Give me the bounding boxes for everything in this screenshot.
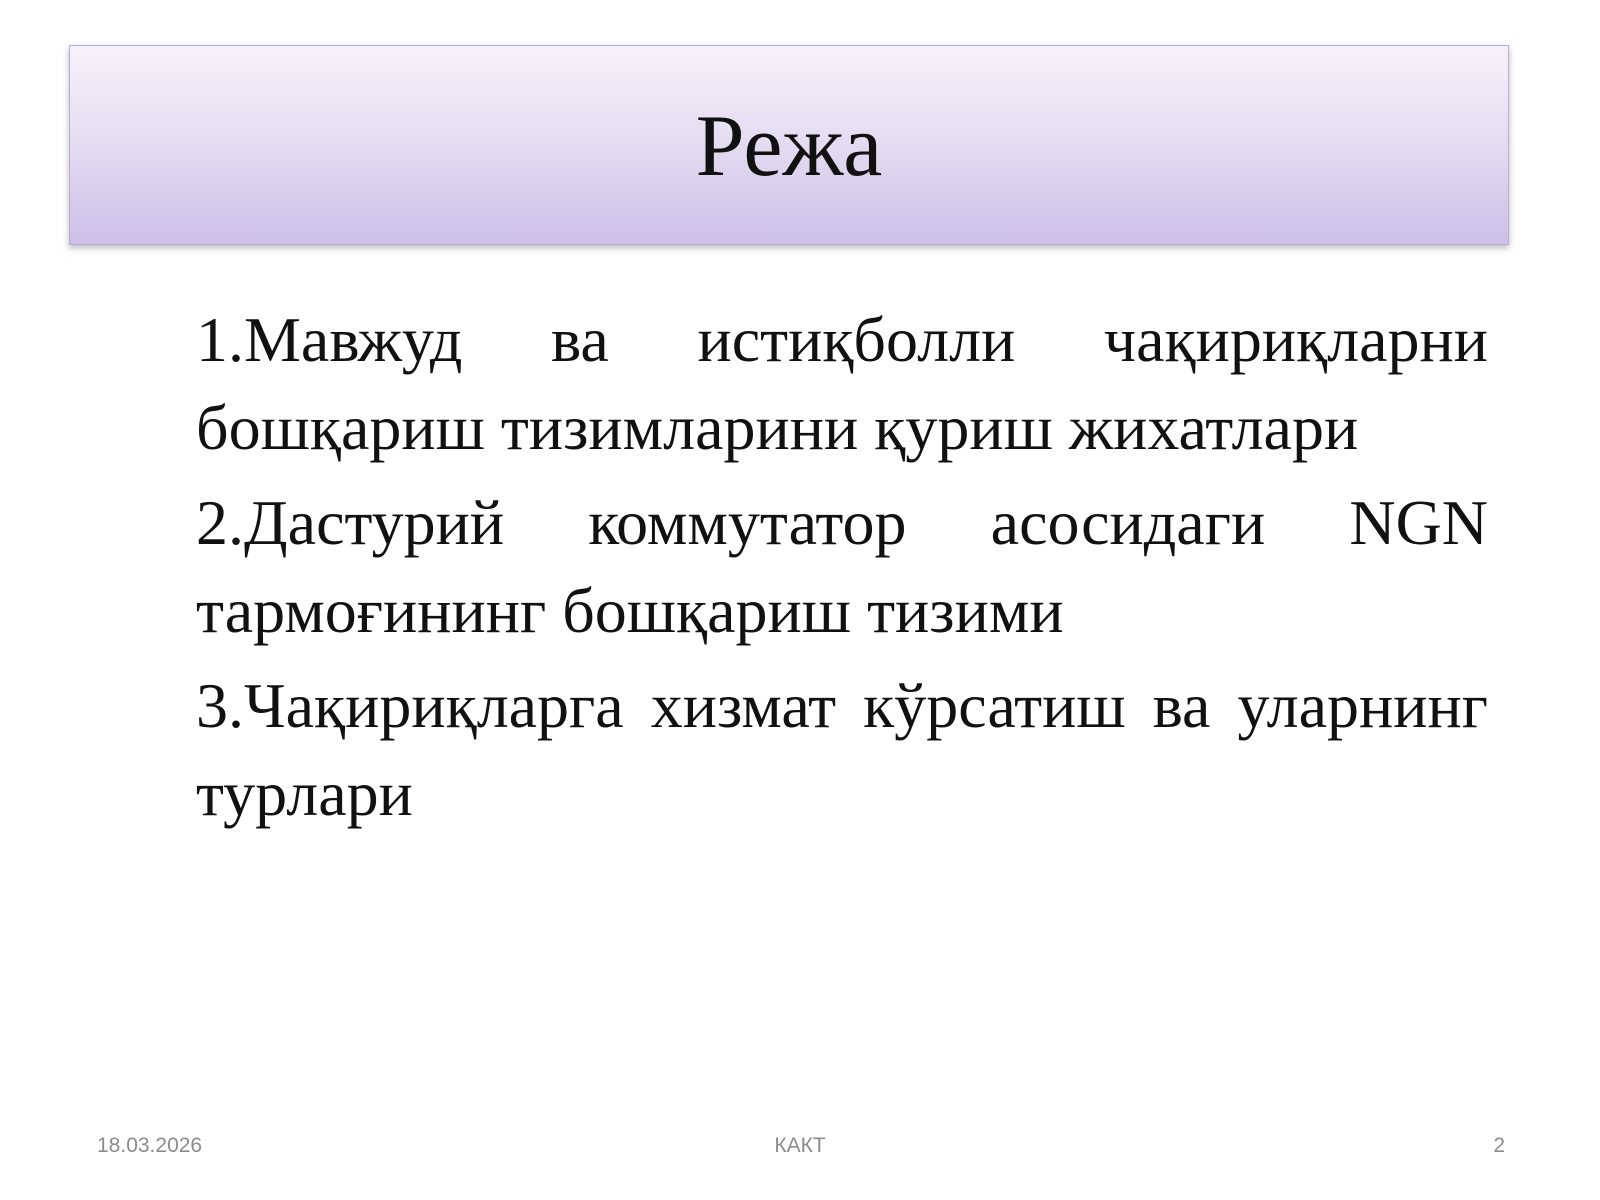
list-item: 2.Дастурий коммутатор асосидаги NGN тармоғининг бошқариш тизими	[196, 487, 1488, 646]
footer-text: КАКТ	[774, 1134, 826, 1157]
slide-title: Режа	[695, 98, 883, 195]
slide-number: 2	[1493, 1134, 1505, 1157]
footer-date: 18.03.2026	[97, 1134, 203, 1157]
content-list	[196, 296, 1488, 845]
list-item: 1.Мавжуд ва истиқболли чақириқларни бошқариш тизимларини қуриш жихатлари	[196, 304, 1488, 463]
title-banner	[69, 45, 1509, 245]
list-item: 3.Чақириқларга хизмат кўрсатиш ва уларнинг турлари	[196, 670, 1488, 829]
